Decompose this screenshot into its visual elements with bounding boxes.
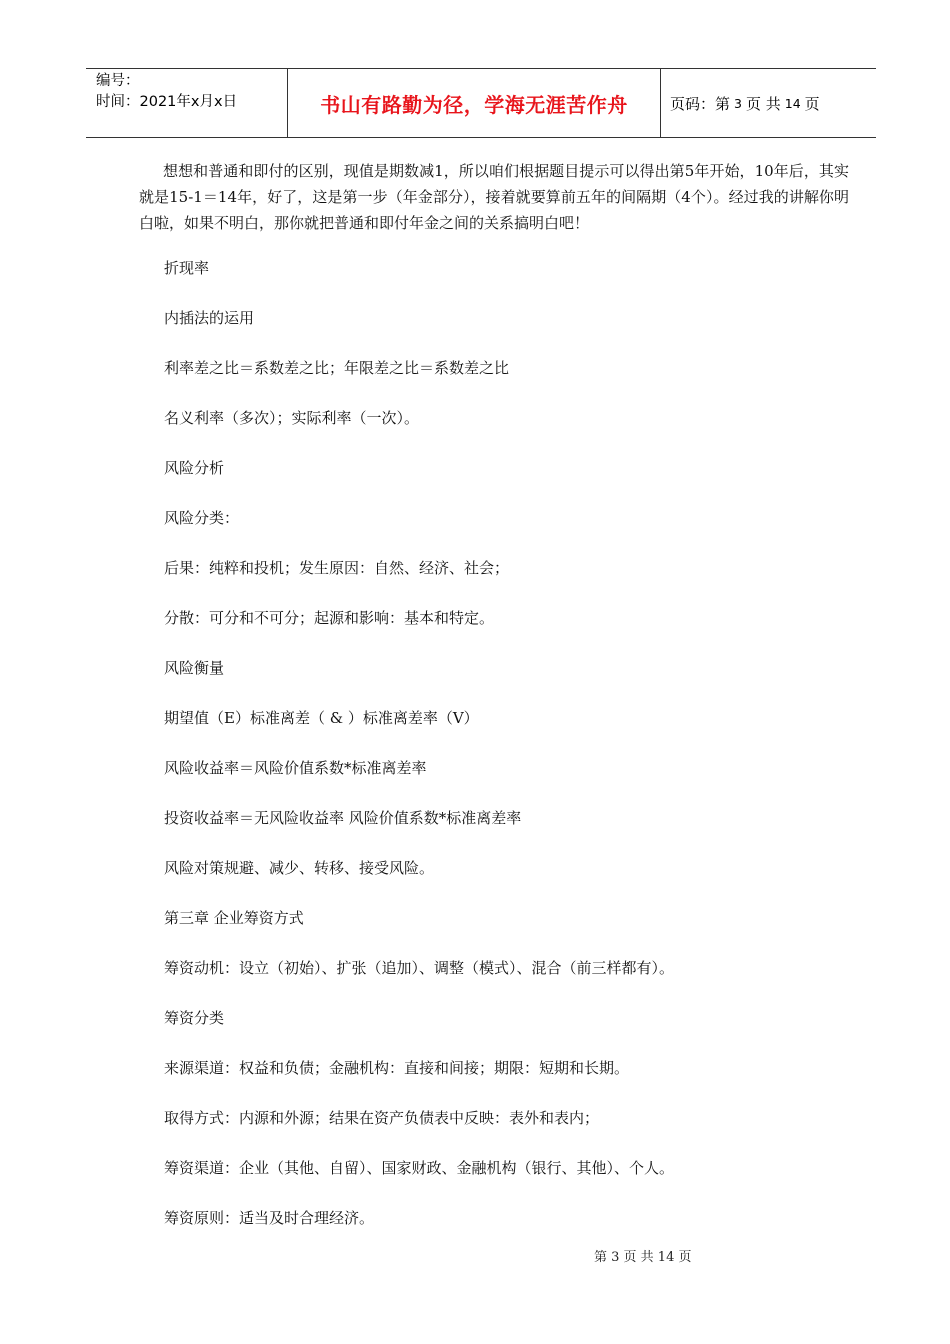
page-mid: 页 共 <box>745 94 781 113</box>
line-risk-analysis: 风险分析 <box>164 459 225 477</box>
line-ratio: 利率差之比＝系数差之比；年限差之比＝系数差之比 <box>164 359 510 377</box>
page-current: 3 <box>734 95 742 111</box>
header-motto: 书山有路勤为径，学海无涯苦作舟 <box>287 69 661 137</box>
time-label: 时间：2021年x月x日 <box>96 94 238 110</box>
line-risk-classification: 风险分类： <box>164 509 240 527</box>
page-suffix: 页 <box>804 94 820 113</box>
line-financing-motive: 筹资动机：设立（初始）、扩张（追加）、调整（模式）、混合（前三样都有）。 <box>164 959 675 977</box>
line-risk-strategy: 风险对策规避、减少、转移、接受风险。 <box>164 859 435 877</box>
line-expected-value: 期望值（E）标准离差（ & ）标准离差率（V） <box>164 709 479 727</box>
line-interpolation: 内插法的运用 <box>164 309 255 327</box>
line-source-channel: 来源渠道：权益和负债；金融机构：直接和间接；期限：短期和长期。 <box>164 1059 630 1077</box>
line-financing-channel: 筹资渠道：企业（其他、自留）、国家财政、金融机构（银行、其他）、个人。 <box>164 1159 675 1177</box>
line-discount-rate: 折现率 <box>164 259 210 277</box>
page-total: 14 <box>784 95 801 111</box>
number-label: 编号： <box>96 73 140 89</box>
header-page-number <box>661 69 876 137</box>
line-financing-principle: 筹资原则：适当及时合理经济。 <box>164 1209 375 1227</box>
page-footer: 第 3 页 共 14 页 <box>594 1250 692 1265</box>
line-diversification: 分散：可分和不可分；起源和影响：基本和特定。 <box>164 609 495 627</box>
line-financing-classification: 筹资分类 <box>164 1009 225 1027</box>
intro-paragraph: 想想和普通和即付的区别，现值是期数减1，所以咱们根据题目提示可以得出第5年开始，10年后，其实就是15-1＝14年，好了，这是第一步（年金部分），接着就要算前五年的间隔期（4个）。经过我的讲解你明白啦，如果不明白，那你就把普通和即付年金之间的关系搞明白吧！ <box>139 162 849 232</box>
line-nominal-rate: 名义利率（多次）；实际利率（一次）。 <box>164 409 420 427</box>
line-consequence: 后果：纯粹和投机；发生原因：自然、经济、社会； <box>164 559 510 577</box>
line-risk-measure: 风险衡量 <box>164 659 225 677</box>
document-body <box>139 158 849 1227</box>
line-chapter-three: 第三章 企业筹资方式 <box>164 909 304 927</box>
page-prefix: 页码：第 <box>670 94 731 113</box>
line-acquisition-method: 取得方式：内源和外源；结果在资产负债表中反映：表外和表内； <box>164 1109 600 1127</box>
header-meta <box>86 69 287 137</box>
line-risk-return: 风险收益率＝风险价值系数*标准离差率 <box>164 759 427 777</box>
line-investment-return: 投资收益率＝无风险收益率 风险价值系数*标准离差率 <box>164 809 522 827</box>
page-header <box>86 68 876 138</box>
